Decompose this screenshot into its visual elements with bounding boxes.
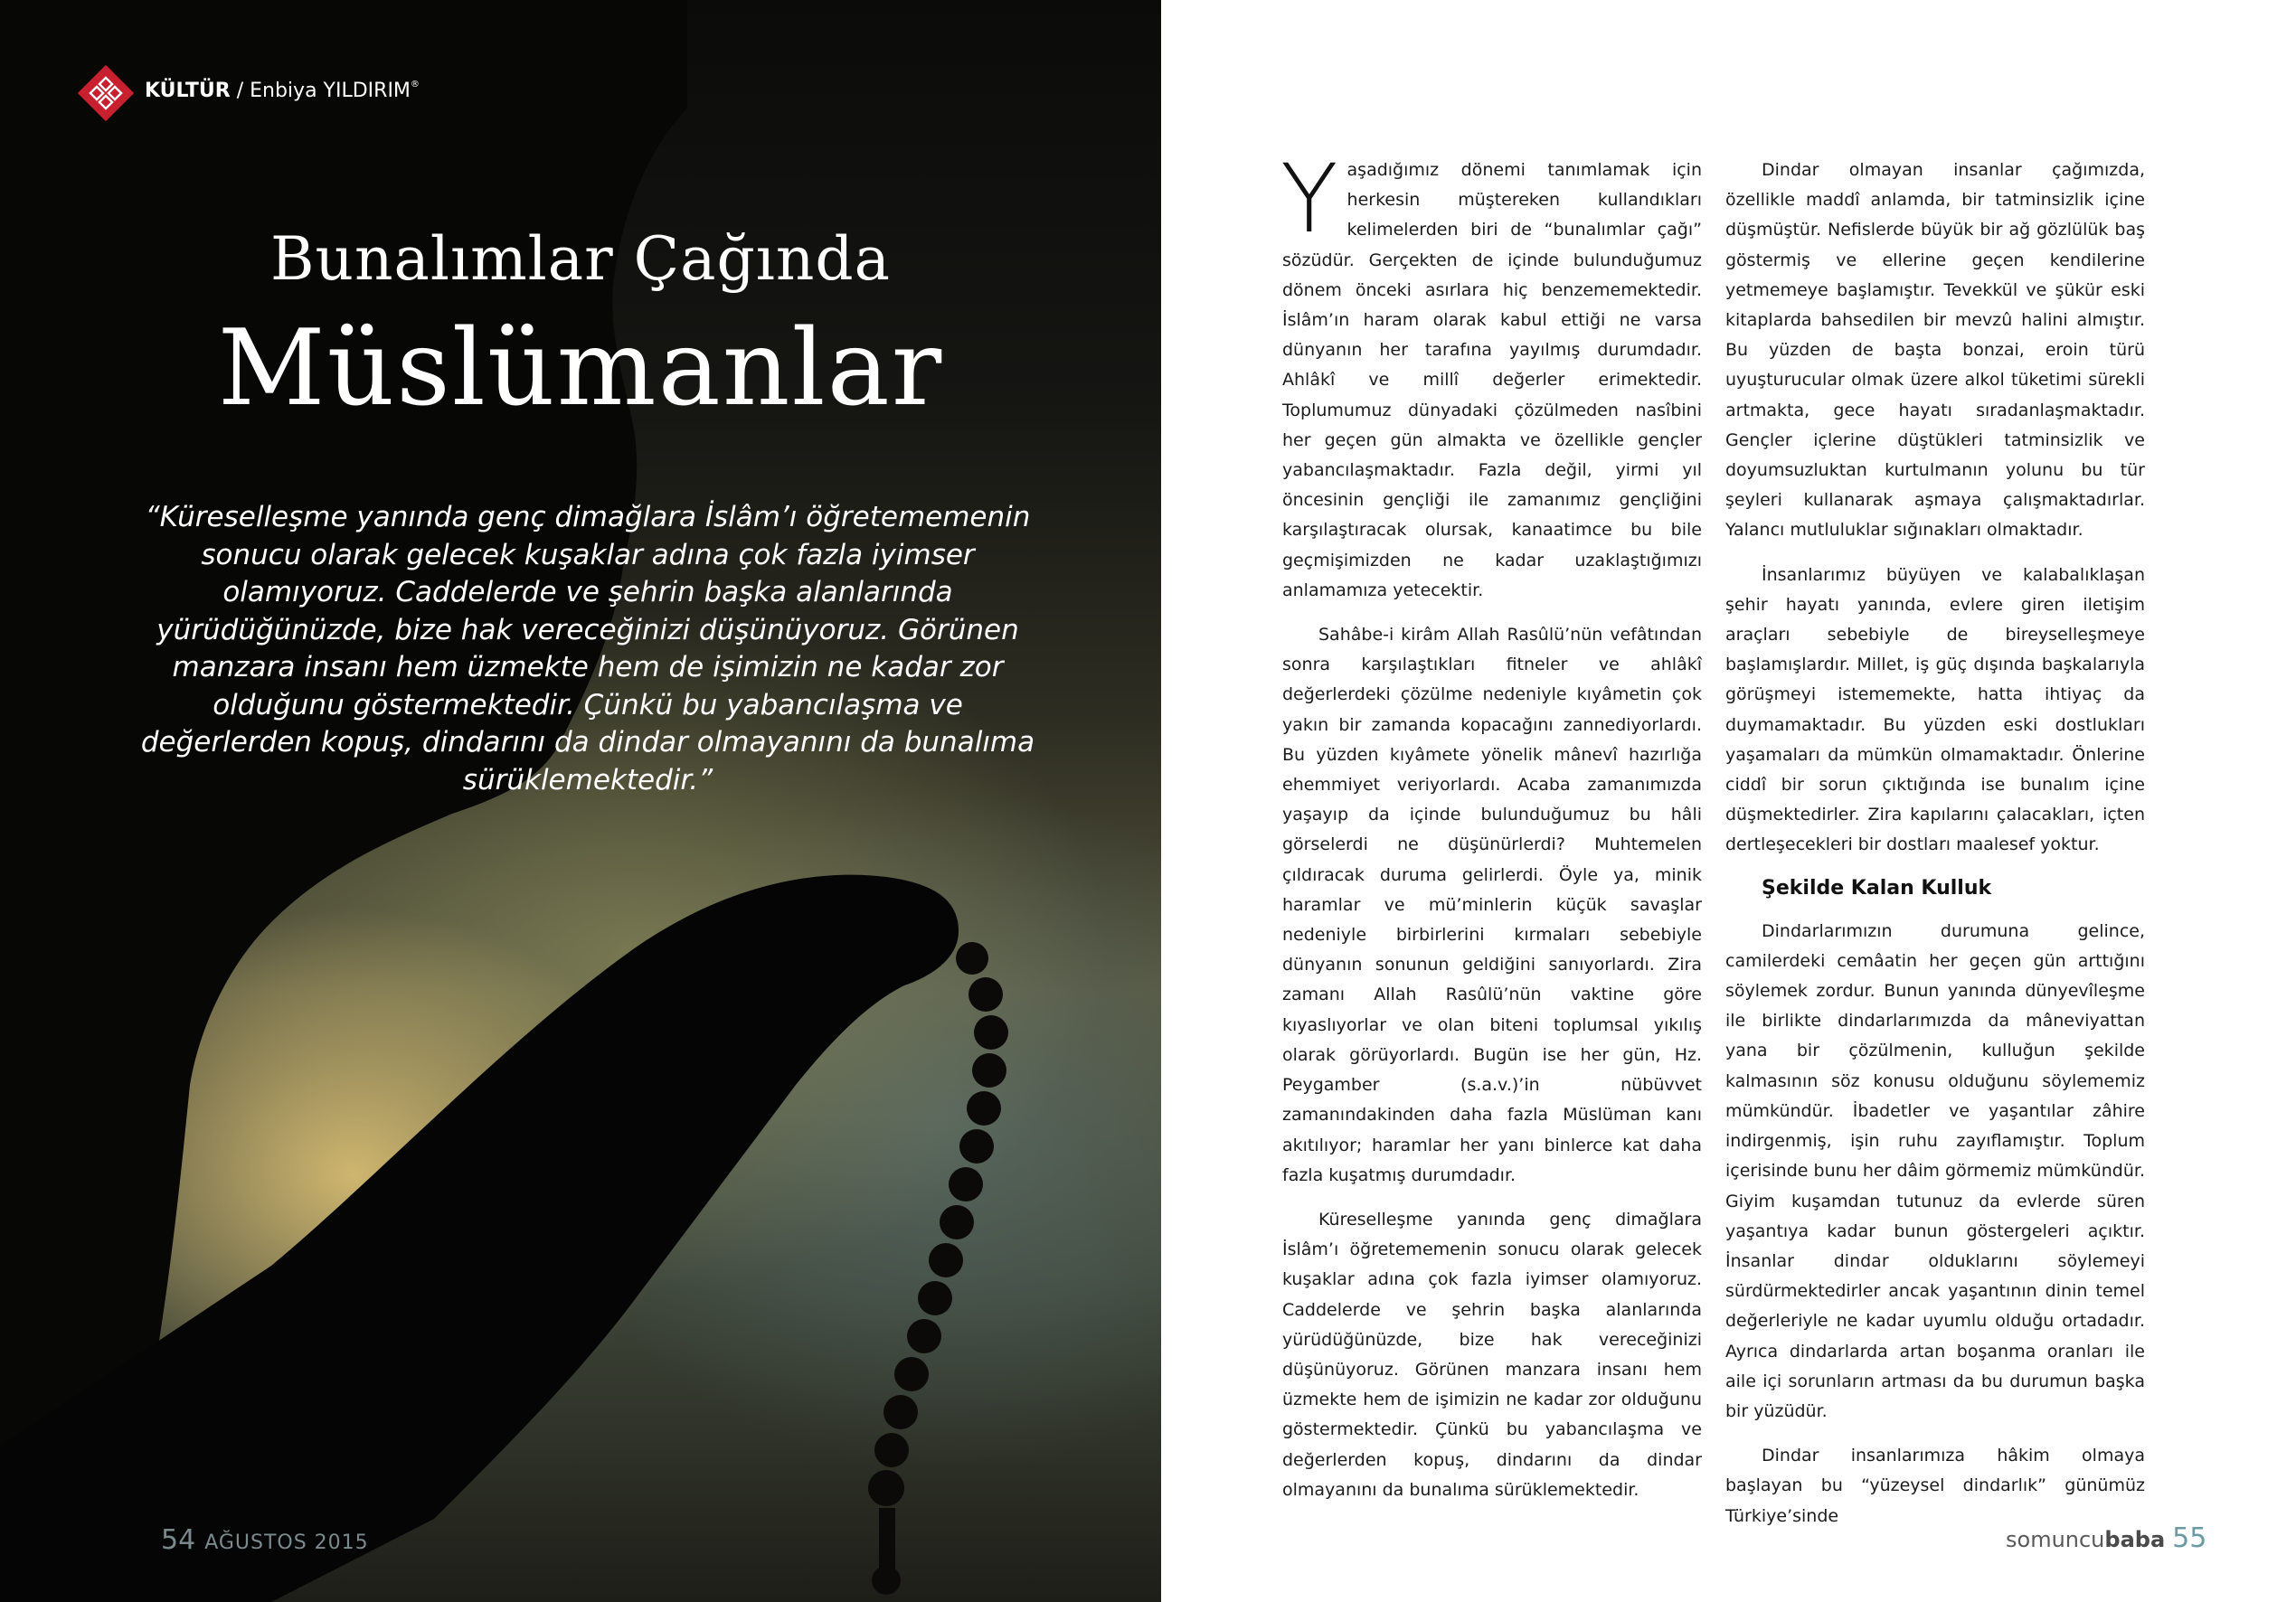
page-number-right: 55 xyxy=(2172,1522,2207,1554)
article-column-2 xyxy=(1725,155,2145,1546)
footer-left xyxy=(161,1524,369,1556)
paragraph: Dindar insanlarımıza hâkim olmaya başlayan bu “yüzeysel dindarlık” günümüz Türkiye’sinde xyxy=(1725,1446,2145,1526)
subheading: Şekilde Kalan Kulluk xyxy=(1762,876,1992,900)
author-mark: ® xyxy=(410,80,420,90)
article-title-line1: Bunalımlar Çağında xyxy=(270,224,891,294)
paragraph: İnsanlarımız büyüyen ve kalabalıklaşan şehir hayatı yanında, evlere giren iletişim araçları sebebiyle de bireyselleşmeye başlamışlardır. Millet, iş güç dışında başkalarıyla görüşmeyi istememekte, hatta ihtiyaç da duymamaktadır. Bu yüzden eski dostlukları yaşamaları da mümkün olmamaktadır. Önlerine ciddî bir sorun çıktığında ise bunalım içine düşmektedirler. Zira kapılarını çalacakları, içten dertleşecekleri bir dostları maalesef yoktur. xyxy=(1725,564,2145,855)
paragraph: Küreselleşme yanında genç dimağlara İslâm’ı öğretememenin sonucu olarak gelecek kuşaklar adına çok fazla iyimser olamıyoruz. Caddelerde ve şehrin başka alanlarında yürüdüğünüzde, bize hak vereceğinizi düşünüyoruz. Görünen manzara insanı hem üzmekte hem de işimizin ne kadar zor olduğunu göstermektedir. Çünkü bu yabancılaşma ve değerlerden kopuş, dindarını da dindar olmayanını da bunalıma sürüklemektedir. xyxy=(1282,1209,1702,1500)
issue-date: AĞUSTOS 2015 xyxy=(204,1531,369,1554)
author-name: Enbiya YILDIRIM xyxy=(250,80,411,102)
magazine-name-light: somuncu xyxy=(2006,1527,2105,1552)
article-column-1 xyxy=(1280,144,1702,1520)
paragraph xyxy=(1280,144,1702,606)
paragraph: Sahâbe-i kirâm Allah Rasûlü’nün vefâtından sonra karşılaştıkları fitneler ve ahlâkî değerlerdeki çözülme nedeniyle kıyâmetin çok yakın bir zamanda kopacağını zannediyorlardı. Bu yüzden kıyâmete yönelik mânevî hazırlığa ehemmiyet veriyorlardı. Acaba zamanımızda yaşayıp da içinde bulunduğumuz bu hâli görselerdi ne düşünürlerdi? Muhtemelen çıldıracak duruma gelirlerdi. Öyle ya, minik haramlar ve mü’minlerin küçük savaşlar nedeniyle birbirlerini kırmaları sebebiyle dünyanın sonunun geldiğini sanıyorlardı. Zira zamanı Allah Rasûlü’nün vaktine göre kıyaslıyorlar ve olan biteni toplumsal yıkılış olarak görüyorlardı. Bugün ise her gün, Hz. Peygamber (s.a.v.)’in nübüvvet zamanındakinden daha fazla Müslüman kanı akıtılıyor; haramlar her yanı binlerce kat daha fazla kuşatmış durumdadır. xyxy=(1282,625,1702,1185)
paragraph: Dindar olmayan insanlar çağımızda, özellikle maddî anlamda, bir tatminsizlik içine düşmüştür. Nefislerde büyük bir ağ gözlülük baş göstermiş ve ellerine geçen kendilerine yetmemeye başlamıştır. Tevekkül ve şükür eski kitaplarda bahsedilen bir mevzû halini almıştır. Bu yüzden de başta bonzai, eroin türü uyuşturucular olmak üzere alkol tüketimi sürekli artmakta, gece hayatı sıradanlaşmaktadır. Gençler içlerine düştükleri tatminsizlik ve doyumsuzluktan kurtulmanın yolunu bu tür şeyleri kullanarak aşmaya çalışmaktadırlar. Yalancı mutluluklar sığınakları olmaktadır. xyxy=(1725,160,2145,541)
paragraph: Dindarlarımızın durumuna gelince, camilerdeki cemâatin her geçen gün arttığını söylemek zordur. Bunun yanında dünyevîleşme ile birlikte dindarlarımızda da mâneviyattan yana bir çözülmenin, kulluğun şekilde kalmasının söz konusu olduğunu söylememiz mümkündür. İbadetler ve yaşantılar zâhire indirgenmiş, işin ruhu zayıflamıştır. Toplum içerisinde bunu her dâim görmemiz mümkündür. Giyim kuşamdan tutunuz da evlerde süren yaşantıya kadar bunun göstergeleri açıktır. İnsanlar dindar olduklarını söylemeyi sürdürmektedirler ancak yaşantının dinin temel değerleriyle ne kadar uyumlu olduğu ortadadır. Ayrıca dindarlarda artan boşanma oranları ile aile içi sorunların artması da bu durumun başka bir yüzüdür. xyxy=(1725,920,2145,1421)
drop-cap: Y xyxy=(1280,144,1338,254)
paragraph-text: aşadığımız dönemi tanımlamak için herkesin müştereken kullandıkları kelimelerden biri de “bunalımlar çağı” sözüdür. Gerçekten de içinde bulunduğumuz dönem önceki asırlara hiç benzememektedir. İslâm’ın haram olarak kabul ettiği ne varsa dünyanın her tarafına yayılmış durumdadır. Ahlâkî ve millî değerler erimektedir. Toplumumuz dünyadaki çözülmeden nasîbini her geçen gün almakta ve özellikle gençler yabancılaşmaktadır. Fazla değil, yirmi yıl öncesinin gençliği ile zamanımız gençliğini karşılaştıracak olursak, kanaatimce bu bile geçmişimizden ne kadar uzaklaştığımızı anlamamıza yetecektir. xyxy=(1282,160,1702,600)
magazine-name-bold: baba xyxy=(2104,1527,2166,1552)
article-title-line2: Müslümanlar xyxy=(217,307,944,429)
pull-quote: “Küreselleşme yanında genç dimağlara İslâm’ı öğretememenin sonucu olarak gelecek kuşaklar adına çok fazla iyimser olamıyoruz. Caddelerde ve şehrin başka alanlarında yürüdüğünüzde, bize hak vereceğinizi düşünüyoruz. Görünen manzara insanı hem üzmekte hem de işimizin ne kadar zor olduğunu göstermektedir. Çünkü bu yabancılaşma ve değerlerden kopuş, dindarını da dindar olmayanını da bunalıma sürüklemektedir.” xyxy=(140,501,1035,796)
section-name: KÜLTÜR xyxy=(145,80,231,102)
section-diamond-logo-icon xyxy=(76,63,136,123)
footer-right xyxy=(2006,1522,2206,1554)
section-separator: / xyxy=(230,80,250,102)
magazine-name xyxy=(2006,1527,2165,1552)
page-number-left: 54 xyxy=(161,1524,196,1556)
section-header xyxy=(145,80,420,102)
